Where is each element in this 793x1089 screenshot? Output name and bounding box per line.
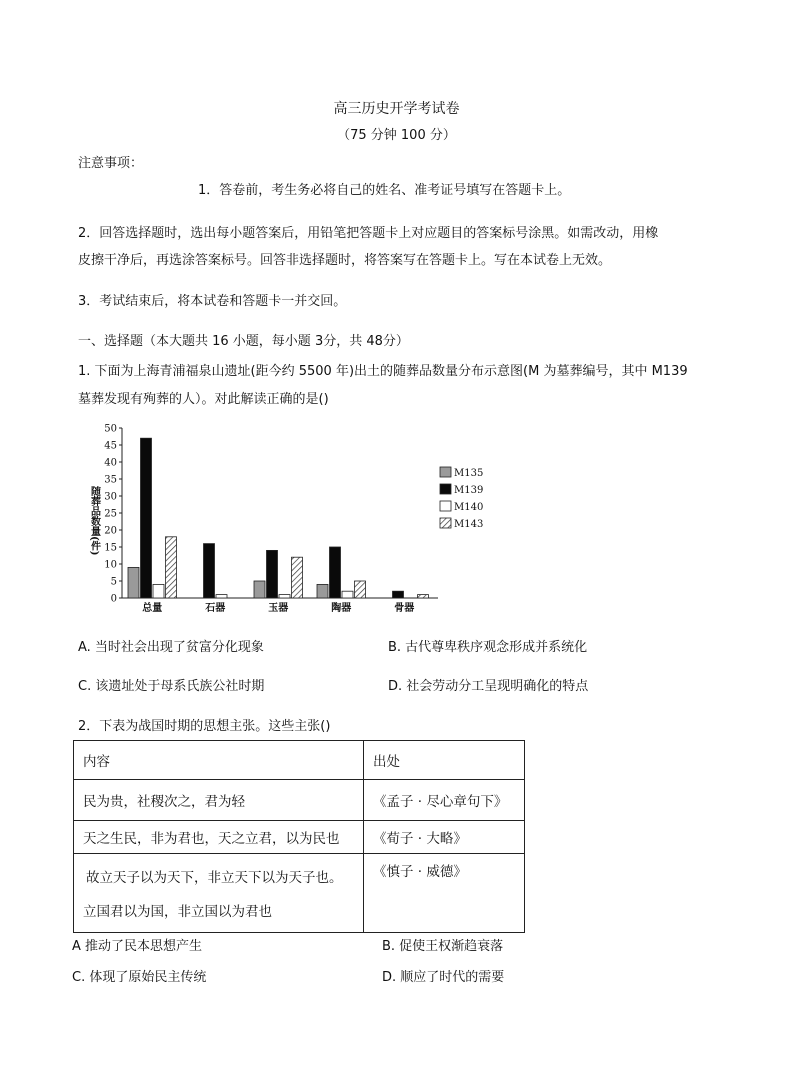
bar-m140-2	[279, 595, 290, 598]
note-item-2-line1: 2．回答选择题时，选出每小题答案后，用铅笔把答题卡上对应题目的答案标号涂黑。如需改动，用橡	[78, 226, 659, 241]
y-tick-label: 35	[104, 474, 117, 486]
q1-stem-line2: 墓葬发现有殉葬的人）。对此解读正确的是()	[78, 392, 329, 407]
chart-bars	[128, 438, 429, 598]
bar-m139-1	[204, 544, 215, 598]
q2-stem: 2．下表为战国时期的思想主张。这些主张()	[78, 719, 331, 734]
table-cell-content: 民为贵，社稷次之，君为轻	[74, 780, 364, 821]
legend-label-m140: M140	[454, 502, 484, 513]
y-tick-label: 50	[104, 423, 117, 435]
table-cell-content	[74, 854, 364, 933]
q2-option-d[interactable]: D. 顺应了时代的需要	[382, 970, 505, 985]
q1-option-d[interactable]: D. 社会劳动分工呈现明确化的特点	[388, 679, 589, 694]
table-cell-source: 《孟子 · 尽心章句下》	[364, 780, 525, 821]
legend-label-m143: M143	[454, 519, 484, 530]
table-cell-source: 《慎子 · 威德》	[364, 854, 525, 933]
y-tick-label: 25	[104, 508, 117, 520]
q1-burial-goods-chart	[82, 418, 502, 618]
q1-stem-line1: 1. 下面为上海青浦福泉山遗址(距今约 5500 年)出土的随葬品数量分布示意图(M 为墓葬编号，其中 M139	[78, 364, 688, 379]
table-row	[74, 821, 525, 854]
bar-m139-4	[393, 591, 404, 598]
x-tick-label: 骨器	[394, 603, 415, 614]
bar-m135-3	[317, 584, 328, 598]
x-tick-label: 石器	[205, 603, 226, 614]
bar-m139-2	[267, 550, 278, 598]
bar-m135-0	[128, 567, 139, 598]
notes-heading: 注意事项：	[78, 156, 144, 171]
table-header-content: 内容	[74, 741, 364, 780]
table-row	[74, 854, 525, 933]
x-tick-label: 陶器	[331, 603, 352, 614]
q2-option-b[interactable]: B. 促使王权渐趋衰落	[382, 939, 504, 954]
legend-swatch-m139	[440, 484, 451, 494]
bar-m143-0	[166, 537, 177, 598]
table-cell-source: 《荀子 · 大略》	[364, 821, 525, 854]
bar-m135-2	[254, 581, 265, 598]
bar-m143-4	[418, 595, 429, 598]
table-header-source: 出处	[364, 741, 525, 780]
y-tick-label: 20	[104, 525, 117, 537]
exam-title: 高三历史开学考试卷	[333, 101, 460, 117]
y-tick-label: 0	[110, 593, 117, 605]
y-tick-label: 45	[104, 440, 117, 452]
exam-subtitle: （75 分钟 100 分）	[337, 128, 456, 143]
q2-option-c[interactable]: C. 体现了原始民主传统	[72, 970, 207, 985]
bar-m139-3	[330, 547, 341, 598]
legend-swatch-m143	[440, 518, 451, 528]
chart-legend	[440, 467, 483, 530]
table-cell-line: 故立天子以为天下，非立天下以为天子也。	[86, 870, 343, 886]
legend-label-m135: M135	[454, 468, 484, 479]
y-tick-label: 5	[110, 576, 117, 588]
x-tick-label: 玉器	[268, 603, 289, 614]
bar-m140-1	[216, 595, 227, 598]
y-tick-label: 40	[104, 457, 117, 469]
q2-table	[73, 740, 525, 933]
y-axis-label: 随葬品数量(件)	[88, 486, 100, 556]
bar-m140-0	[153, 584, 164, 598]
q2-option-a[interactable]: A 推动了民本思想产生	[72, 939, 203, 954]
table-header-row	[74, 741, 525, 780]
legend-label-m139: M139	[454, 485, 484, 496]
note-item-2-line2: 皮擦干净后，再选涂答案标号。回答非选择题时，将答案写在答题卡上。写在本试卷上无效。	[78, 253, 612, 268]
note-item-3: 3．考试结束后，将本试卷和答题卡一并交回。	[78, 294, 347, 309]
legend-swatch-m135	[440, 467, 451, 477]
bar-m143-2	[292, 557, 303, 598]
y-tick-label: 30	[104, 491, 117, 503]
table-cell-line: 立国君以为国，非立国以为君也	[83, 904, 272, 920]
bar-m139-0	[141, 438, 152, 598]
table-row	[74, 780, 525, 821]
y-tick-label: 15	[104, 542, 117, 554]
q1-option-c[interactable]: C. 该遗址处于母系氏族公社时期	[78, 679, 265, 694]
table-cell-content: 天之生民，非为君也，天之立君，以为民也	[74, 821, 364, 854]
bar-m143-3	[355, 581, 366, 598]
y-tick-label: 10	[104, 559, 117, 571]
q1-option-a[interactable]: A. 当时社会出现了贫富分化现象	[78, 640, 264, 655]
note-item-1: 1．答卷前，考生务必将自己的姓名、准考证号填写在答题卡上。	[198, 183, 571, 198]
legend-swatch-m140	[440, 501, 451, 511]
x-tick-label: 总量	[142, 603, 163, 614]
bar-m140-3	[342, 591, 353, 598]
section-heading: 一、选择题（本大题共 16 小题，每小题 3分，共 48分）	[78, 334, 409, 349]
q1-option-b[interactable]: B. 古代尊卑秩序观念形成并系统化	[388, 640, 588, 655]
